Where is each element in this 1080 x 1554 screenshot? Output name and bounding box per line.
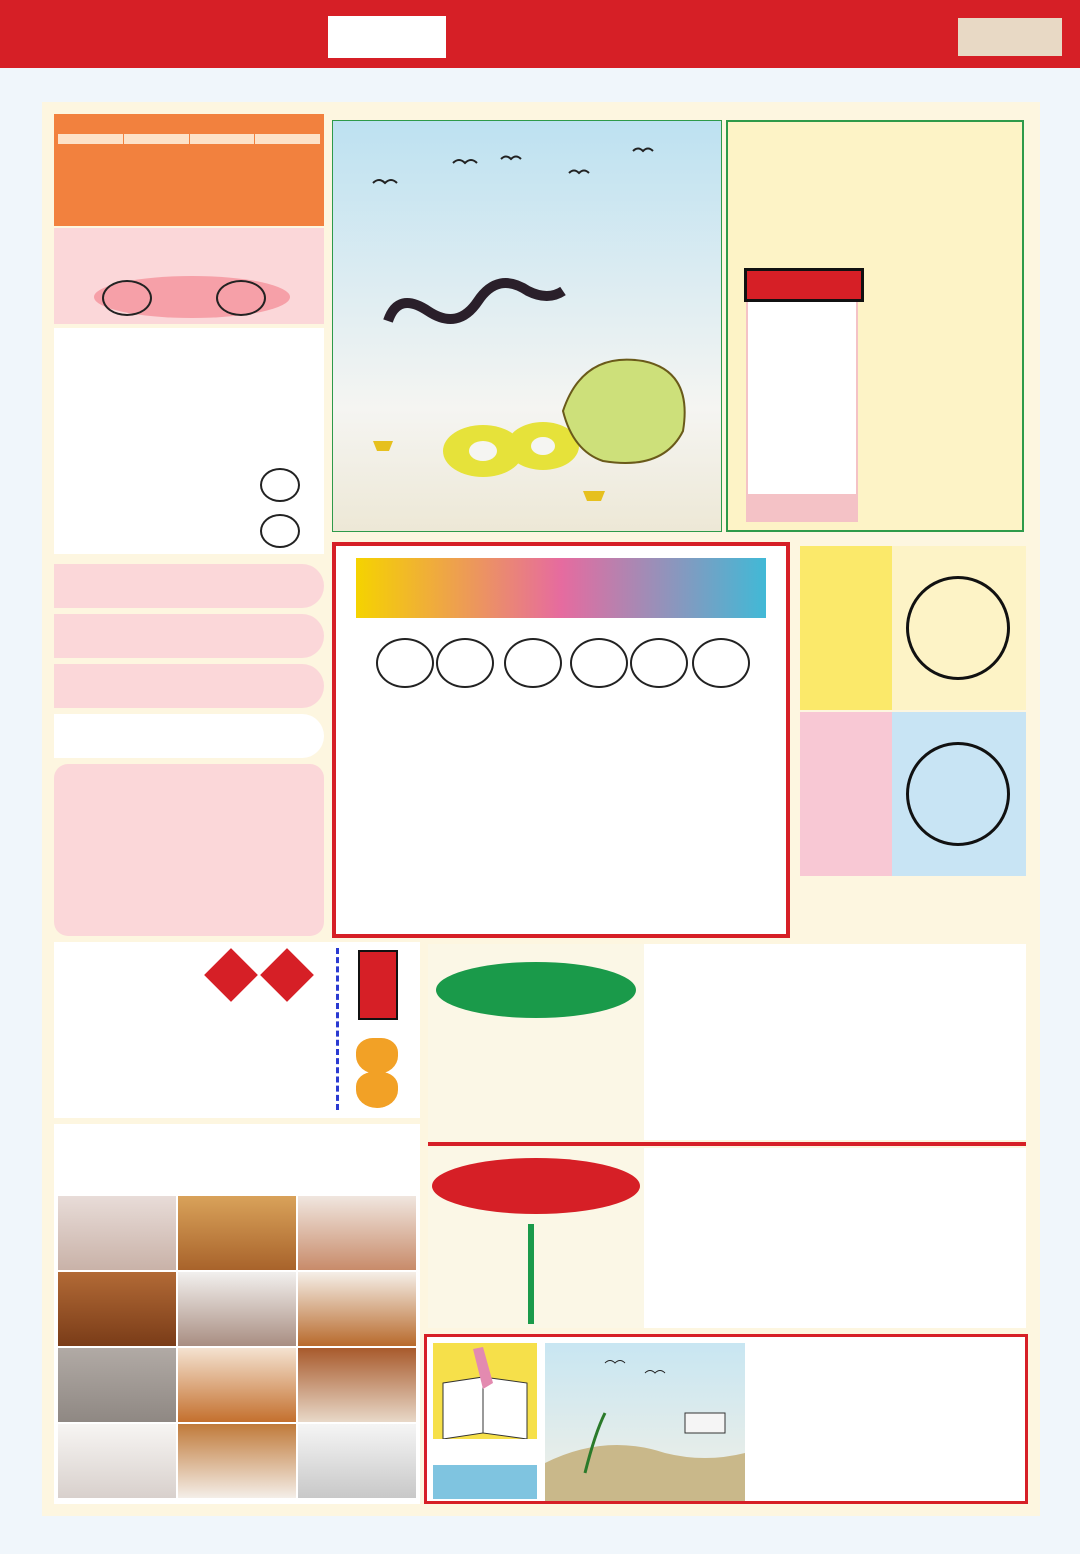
puzzle-tile xyxy=(298,1272,416,1346)
border-bottom xyxy=(0,1516,1080,1554)
zodiac-puzzle-panel xyxy=(54,1124,420,1504)
main-illustration xyxy=(332,120,722,532)
lucky-row xyxy=(54,614,324,658)
issue-number xyxy=(328,16,446,58)
border-right xyxy=(1040,102,1080,1516)
lucky-row xyxy=(54,714,324,758)
lotto-ball xyxy=(376,638,434,688)
countryside-illustration xyxy=(545,1343,745,1501)
butterfly-number xyxy=(356,1072,398,1108)
shout-tip xyxy=(808,902,1024,948)
page-number xyxy=(958,18,1062,56)
xuanji-diamond xyxy=(204,948,258,1002)
special-number xyxy=(260,468,300,502)
table-header xyxy=(189,134,255,145)
book-illustration xyxy=(433,1343,537,1439)
puzzle-tile xyxy=(178,1424,296,1498)
annual-count-panel xyxy=(800,546,1026,878)
lotto-ball xyxy=(630,638,688,688)
special-number xyxy=(260,514,300,548)
tip-tag xyxy=(358,950,398,1020)
header-bar xyxy=(0,0,1080,68)
picture-interpreter-label xyxy=(433,1465,537,1499)
count-row xyxy=(800,712,1026,876)
lucky-row xyxy=(54,664,324,708)
special-code-result-panel xyxy=(428,1148,1026,1328)
table-title xyxy=(57,117,321,133)
xuanji-diamond xyxy=(260,948,314,1002)
hot-cold-number xyxy=(216,280,266,316)
count-number xyxy=(906,742,1010,846)
table-header xyxy=(255,134,321,145)
puzzle-tile xyxy=(298,1424,416,1498)
lotto-ball xyxy=(504,638,562,688)
scroll-poem xyxy=(748,298,856,494)
dashed-divider xyxy=(336,948,339,1110)
tema-banner xyxy=(432,1158,640,1214)
total-banner xyxy=(436,962,636,1018)
lotto-ball xyxy=(570,638,628,688)
hot-cold-panel xyxy=(54,228,324,324)
red-divider xyxy=(428,1142,1026,1146)
puzzle-tile xyxy=(178,1348,296,1422)
puzzle-tile xyxy=(298,1196,416,1270)
hot-cold-number xyxy=(102,280,152,316)
table-header xyxy=(123,134,189,145)
xuanji-panel xyxy=(54,942,420,1118)
picture-puzzle-panel xyxy=(424,1334,1028,1504)
total-score-panel xyxy=(428,944,1026,1140)
puzzle-tile xyxy=(178,1196,296,1270)
table-header xyxy=(58,134,124,145)
puzzle-tile xyxy=(178,1272,296,1346)
green-divider xyxy=(528,1224,534,1324)
puzzle-tile xyxy=(58,1348,176,1422)
border-top xyxy=(0,68,1080,102)
computer-analysis-panel xyxy=(332,542,790,938)
special-code-panel xyxy=(54,328,324,554)
lucky-row xyxy=(54,564,324,608)
lotto-ball xyxy=(436,638,494,688)
tiger-snake-illustration xyxy=(333,121,723,533)
liuhe-xuanji-panel xyxy=(726,120,1024,532)
border-left xyxy=(0,102,42,1516)
butterfly-number xyxy=(356,1038,398,1074)
puzzle-tile xyxy=(58,1272,176,1346)
find-code-label xyxy=(744,268,864,302)
computer-banner xyxy=(356,558,766,618)
lotto-ball xyxy=(692,638,750,688)
puzzle-tile xyxy=(58,1424,176,1498)
puzzle-tile xyxy=(58,1196,176,1270)
count-number xyxy=(906,576,1010,680)
count-row xyxy=(800,546,1026,710)
hot-cold-number-table xyxy=(54,114,324,226)
puzzle-tile xyxy=(298,1348,416,1422)
contribution-panel xyxy=(54,764,324,936)
